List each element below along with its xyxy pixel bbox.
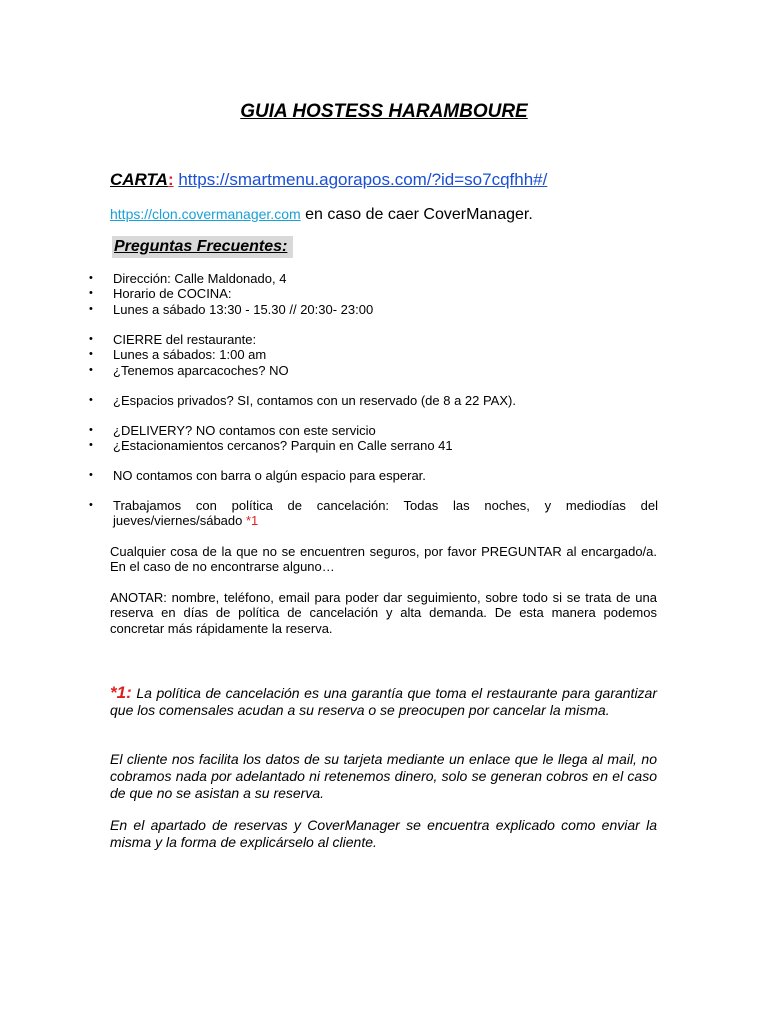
bullet-icon: • xyxy=(89,424,93,436)
covermanager-link[interactable]: https://clon.covermanager.com xyxy=(110,206,301,222)
carta-colon: : xyxy=(167,170,174,189)
bullet-list-delivery xyxy=(86,423,658,454)
footnote-paragraph-2: El cliente nos facilita los datos de su tarjeta mediante un enlace que le llega al mail, no cobramos nada por adelantado ni retenemos dinero, solo se generan cobros en el caso de que no se asistan a su reserva. xyxy=(110,751,657,802)
footnote-marker: *1 xyxy=(245,513,259,529)
list-item-text: ¿Estacionamientos cercanos? Parquin en Calle serrano 41 xyxy=(113,438,453,454)
faq-heading: Preguntas Frecuentes: xyxy=(112,236,293,258)
list-item-text: Horario de COCINA: xyxy=(113,286,232,302)
footnote-paragraph-1 xyxy=(110,684,657,719)
bullet-list-waiting xyxy=(86,468,658,483)
list-item xyxy=(86,271,658,286)
bullet-icon: • xyxy=(89,499,93,511)
list-item-text: ¿DELIVERY? NO contamos con este servicio xyxy=(113,423,376,438)
carta-menu-link[interactable]: https://smartmenu.agorapos.com/?id=so7cqfhh#/ xyxy=(178,170,548,189)
list-item-text: CIERRE del restaurante: xyxy=(113,332,257,347)
bullet-icon: • xyxy=(89,439,93,452)
bullet-icon: • xyxy=(89,348,93,361)
covermanager-text: en caso de caer CoverManager. xyxy=(300,206,533,223)
bullet-icon: • xyxy=(89,287,93,300)
list-item-text: Lunes a sábado 13:30 - 15.30 // 20:30- 23:00 xyxy=(113,301,374,317)
list-item xyxy=(86,332,658,347)
list-item xyxy=(86,393,658,408)
list-item xyxy=(86,438,658,453)
list-item xyxy=(86,363,658,378)
list-item-text: ¿Espacios privados? SI, contamos con un reservado (de 8 a 22 PAX). xyxy=(113,393,516,408)
page-title: GUIA HOSTESS HARAMBOURE xyxy=(240,101,528,122)
list-item xyxy=(86,423,658,438)
bullet-icon: • xyxy=(89,302,93,315)
footnote-text: La política de cancelación es una garantía que toma el restaurante para garantizar que los comensales acudan a su reserva o se preocupen por cancelar la misma. xyxy=(110,685,657,719)
list-item xyxy=(86,468,658,483)
bullet-list-cancellation xyxy=(86,498,658,529)
bullet-list-address xyxy=(86,271,658,317)
carta-line xyxy=(110,169,547,191)
list-item xyxy=(86,286,658,301)
list-item-text: Dirección: Calle Maldonado, 4 xyxy=(113,271,287,286)
bullet-icon: • xyxy=(89,272,93,284)
bullet-list-private xyxy=(86,393,658,408)
bullet-icon: • xyxy=(89,394,93,406)
list-item xyxy=(86,347,658,362)
footnote-paragraph-3: En el apartado de reservas y CoverManager se encuentra explicado como enviar la misma y la forma de explicárselo al cliente. xyxy=(110,817,657,851)
paragraph-annotate: ANOTAR: nombre, teléfono, email para poder dar seguimiento, sobre todo si se trata de una reserva en días de política de cancelación y alta demanda. De esta manera podemos concretar más rápidamente la reserva. xyxy=(110,590,657,636)
bullet-icon: • xyxy=(89,363,93,376)
list-item-text: Trabajamos con política de cancelación: Todas las noches, y mediodías del jueves/viernes/sábado xyxy=(113,498,658,529)
carta-label: CARTA xyxy=(110,170,168,189)
list-item-text: NO contamos con barra o algún espacio para esperar. xyxy=(113,468,426,483)
bullet-icon: • xyxy=(89,469,93,481)
list-item-text: Lunes a sábados: 1:00 am xyxy=(113,347,267,363)
footnote-label: *1: xyxy=(110,683,132,702)
list-item xyxy=(86,302,658,317)
list-item xyxy=(86,498,658,529)
paragraph-ask-manager: Cualquier cosa de la que no se encuentren seguros, por favor PREGUNTAR al encargado/a. En el caso de no encontrarse alguno… xyxy=(110,544,657,575)
bullet-icon: • xyxy=(89,333,93,345)
list-item-text: ¿Tenemos aparcacoches? NO xyxy=(113,362,289,378)
bullet-list-closing xyxy=(86,332,658,378)
covermanager-line xyxy=(110,204,533,225)
